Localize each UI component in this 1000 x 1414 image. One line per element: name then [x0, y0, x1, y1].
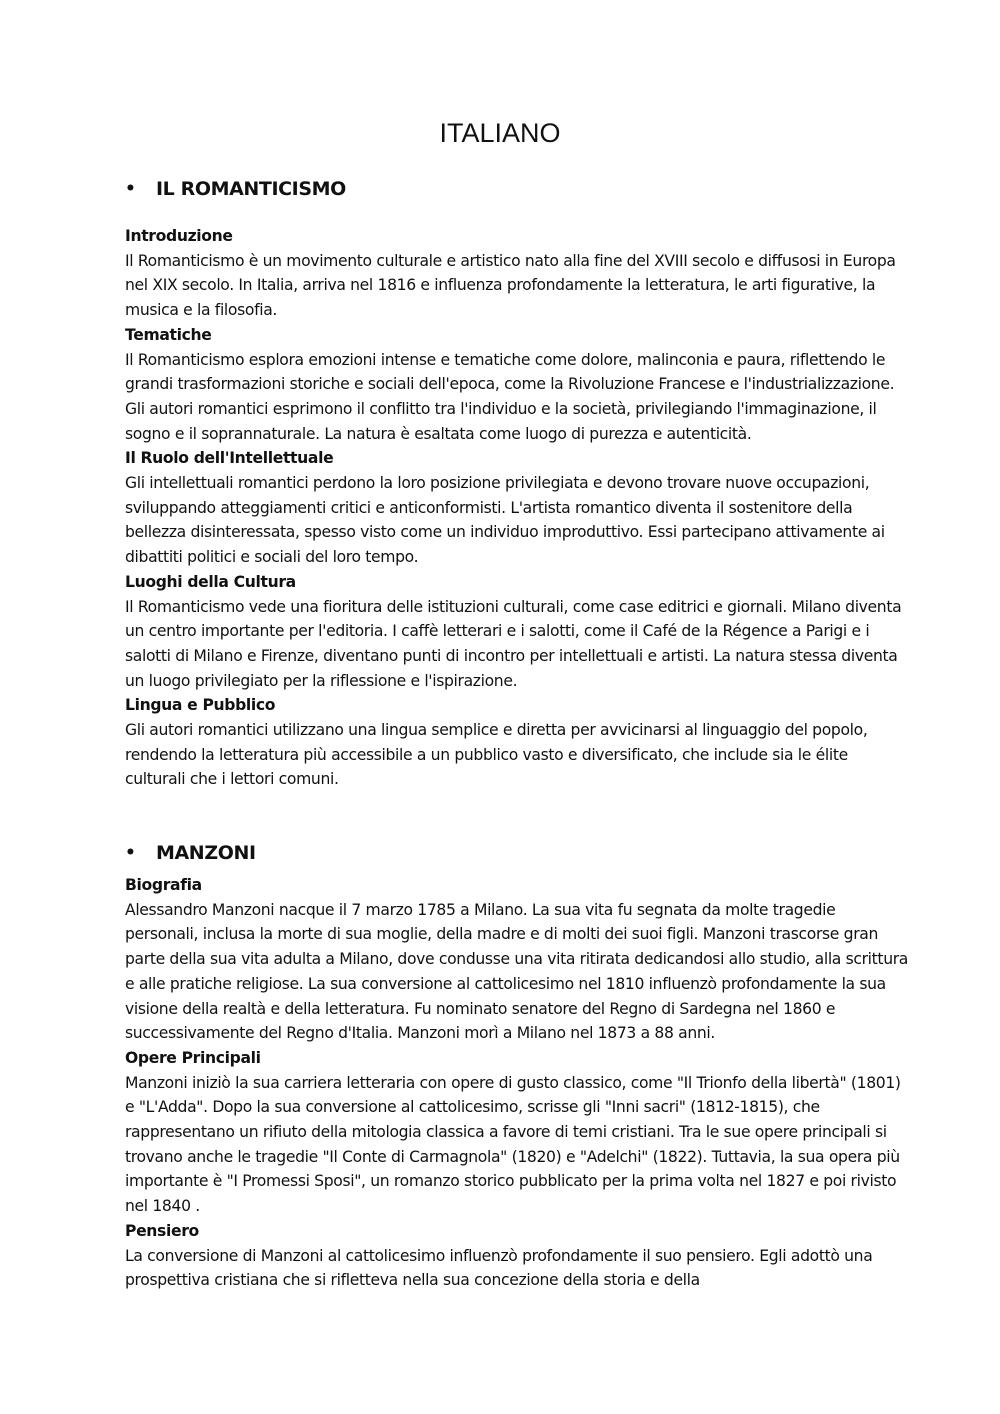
bullet-icon: •: [125, 843, 136, 863]
subheading-pensiero: Pensiero: [125, 1221, 199, 1240]
paragraph-pensiero: La conversione di Manzoni al cattolicesimo influenzò profondamente il suo pensiero. Egli adottò una prospettiva cristiana che si rifletteva nella sua concezione della storia e della: [125, 1246, 873, 1290]
paragraph-introduzione: Il Romanticismo è un movimento culturale e artistico nato alla fine del XVIII secolo e diffusosi in Europa nel XIX secolo. In Italia, arriva nel 1816 e influenza profondamente la letteratura, le arti figurative, la musica e la filosofia.: [125, 251, 896, 320]
subheading-luoghi-cultura: Luoghi della Cultura: [125, 572, 296, 591]
subheading-introduzione: Introduzione: [125, 227, 233, 245]
section-heading-manzoni: [125, 842, 256, 864]
subheading-ruolo-intellettuale: Il Ruolo dell'Intellettuale: [125, 449, 334, 468]
subheading-tematiche: Tematiche: [125, 325, 212, 344]
subheading-biografia: Biografia: [125, 876, 202, 894]
paragraph-tematiche: Il Romanticismo esplora emozioni intense e tematiche come dolore, malinconia e paura, riflettendo le grandi trasformazioni storiche e sociali dell'epoca, come la Rivoluzione Francese e l'industrializzazione. Gli autori romantici esprimono il conflitto tra l'individuo e la società, privilegiando l'immaginazione, il sogno e il soprannaturale. La natura è esaltata come luogo di purezza e autenticità.: [125, 350, 895, 443]
section-body-romanticismo: [125, 224, 910, 792]
section-heading-label: IL ROMANTICISMO: [156, 178, 346, 200]
paragraph-biografia: Alessandro Manzoni nacque il 7 marzo 1785 a Milano. La sua vita fu segnata da molte tragedie personali, inclusa la morte di sua moglie, della madre e di molti dei suoi figli. Manzoni trascorse gran parte della sua vita adulta a Milano, dove condusse una vita ritirata dedicandosi allo studio, alla scrittura e alle pratiche religiose. La sua conversione al cattolicesimo nel 1810 influenzò profondamente la sua visione della realtà e della letteratura. Fu nominato senatore del Regno di Sardegna nel 1860 e successivamente del Regno d'Italia. Manzoni morì a Milano nel 1873 a 88 anni.: [125, 900, 908, 1043]
section-body-manzoni: [125, 873, 910, 1293]
section-heading-romanticismo: [125, 178, 346, 200]
paragraph-opere-principali: Manzoni iniziò la sua carriera letteraria con opere di gusto classico, come "Il Trionfo della libertà" (1801) e "L'Adda". Dopo la sua conversione al cattolicesimo, scrisse gli "Inni sacri" (1812-1815), che rappresentano un rifiuto della mitologia classica a favore di temi cristiani. Tra le sue opere principali si trovano anche le tragedie "Il Conte di Carmagnola" (1820) e "Adelchi" (1822). Tuttavia, la sua opera più importante è "I Promessi Sposi", un romanzo storico pubblicato per la prima volta nel 1827 e poi rivisto nel 1840 .: [125, 1073, 901, 1216]
document-title: ITALIANO: [439, 118, 561, 148]
paragraph-luoghi-cultura: Il Romanticismo vede una fioritura delle istituzioni culturali, come case editrici e giornali. Milano diventa un centro importante per l'editoria. I caffè letterari e i salotti, come il Café de la Régence a Parigi e i salotti di Milano e Firenze, diventano punti di incontro per intellettuali e artisti. La natura stessa diventa un luogo privilegiato per la riflessione e l'ispirazione.: [125, 597, 902, 690]
bullet-icon: •: [125, 179, 136, 199]
section-heading-label: MANZONI: [156, 842, 256, 864]
subheading-lingua-pubblico: Lingua e Pubblico: [125, 696, 276, 715]
paragraph-lingua-pubblico: Gli autori romantici utilizzano una lingua semplice e diretta per avvicinarsi al linguaggio del popolo, rendendo la letteratura più accessibile a un pubblico vasto e diversificato, che include sia le élite culturali che i lettori comuni.: [125, 721, 868, 789]
paragraph-ruolo-intellettuale: Gli intellettuali romantici perdono la loro posizione privilegiata e devono trovare nuove occupazioni, sviluppando atteggiamenti critici e anticonformisti. L'artista romantico diventa il sostenitore della bellezza disinteressata, spesso visto come un individuo improduttivo. Essi partecipano attivamente ai dibattiti politici e sociali del loro tempo.: [125, 474, 885, 567]
subheading-opere-principali: Opere Principali: [125, 1048, 261, 1067]
